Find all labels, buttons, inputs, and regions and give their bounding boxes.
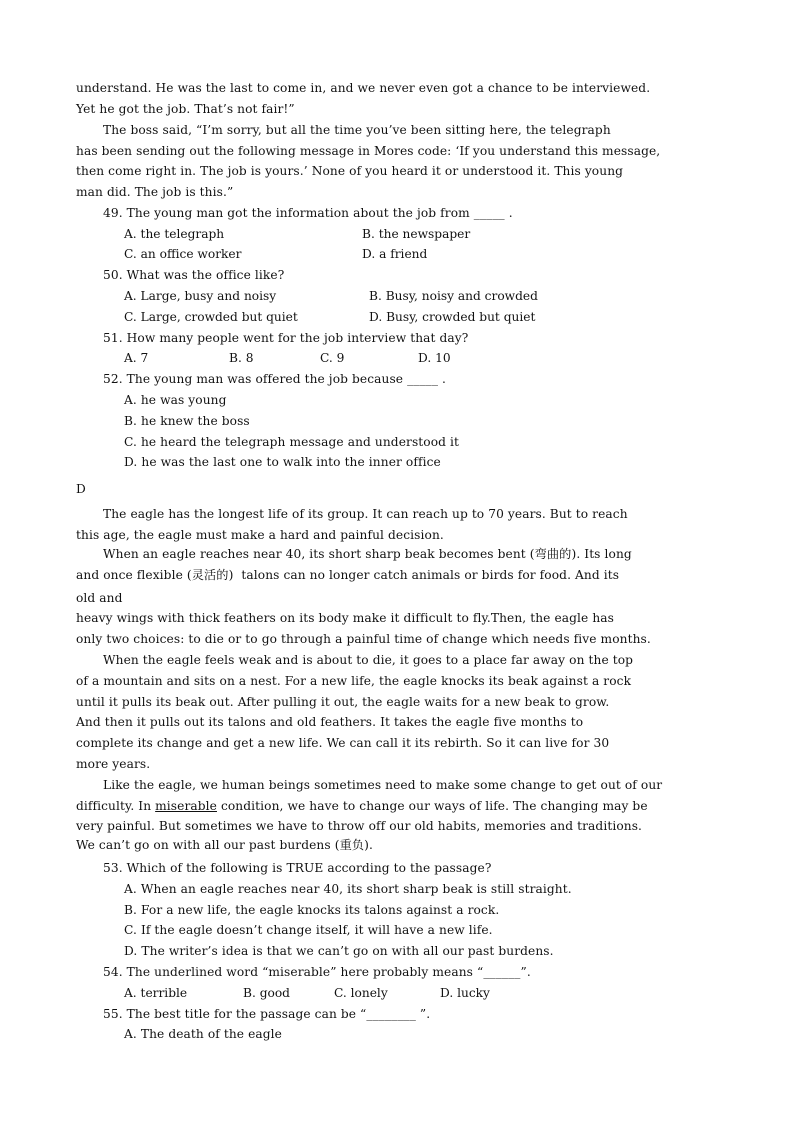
passage-d-line: When the eagle feels weak and is about to die, it goes to a place far away on the top [103, 653, 634, 667]
passage-c-line: has been sending out the following message in Mores code: ‘If you understand this message, [76, 144, 661, 158]
question-50-option-b: B. Busy, noisy and crowded [369, 289, 538, 303]
passage-d-line: until it pulls its beak out. After pulling it out, the eagle waits for a new beak to grow. [76, 695, 610, 709]
passage-d-line: more years. [76, 757, 151, 771]
question-55-option-a: A. The death of the eagle [124, 1027, 282, 1041]
question-53-option-b: B. For a new life, the eagle knocks its talons against a rock. [124, 903, 500, 917]
question-54-option-a: A. terrible [124, 986, 188, 1000]
passage-d-line-with-underline [76, 798, 648, 814]
question-53-option-a: A. When an eagle reaches near 40, its short sharp beak is still straight. [124, 882, 572, 896]
question-53-option-d: D. The writer’s idea is that we can’t go on with all our past burdens. [124, 944, 554, 958]
passage-c-line: then come right in. The job is yours.’ None of you heard it or understood it. This young [76, 164, 624, 178]
question-51-option-d: D. 10 [418, 351, 451, 365]
question-54-option-b: B. good [243, 986, 290, 1000]
passage-d-line: and once flexible (灵活的) talons can no longer catch animals or birds for food. And its [76, 568, 620, 582]
question-51-option-b: B. 8 [229, 351, 254, 365]
question-50-option-d: D. Busy, crowded but quiet [369, 310, 536, 324]
passage-d-line: old and [76, 591, 123, 605]
question-52-stem: 52. The young man was offered the job because _____ . [103, 372, 447, 386]
question-53-option-c: C. If the eagle doesn’t change itself, it will have a new life. [124, 923, 493, 937]
passage-d-line: Like the eagle, we human beings sometimes need to make some change to get out of our [103, 778, 663, 792]
passage-d-line: complete its change and get a new life. We can call it its rebirth. So it can live for 30 [76, 736, 610, 750]
passage-d-line: of a mountain and sits on a nest. For a new life, the eagle knocks its beak against a rock [76, 674, 632, 688]
question-49-option-a: A. the telegraph [124, 227, 225, 241]
passage-d-line: The eagle has the longest life of its group. It can reach up to 70 years. But to reach [103, 507, 628, 521]
question-52-option-b: B. he knew the boss [124, 414, 250, 428]
passage-d-line: very painful. But sometimes we have to throw off our old habits, memories and traditions. [76, 819, 643, 833]
passage-c-line: The boss said, “I’m sorry, but all the time you’ve been sitting here, the telegraph [103, 123, 611, 137]
question-49-stem: 49. The young man got the information about the job from _____ . [103, 206, 513, 220]
passage-d-line: heavy wings with thick feathers on its body make it difficult to fly.Then, the eagle has [76, 611, 614, 625]
passage-c-line: understand. He was the last to come in, and we never even got a chance to be interviewed. [76, 81, 651, 95]
passage-d-line: We can’t go on with all our past burdens (重负). [76, 838, 373, 852]
question-51-stem: 51. How many people went for the job interview that day? [103, 331, 469, 345]
question-55-stem: 55. The best title for the passage can be “________ ”. [103, 1007, 431, 1021]
question-50-option-a: A. Large, busy and noisy [124, 289, 277, 303]
passage-c-line: man did. The job is this.” [76, 185, 234, 199]
question-52-option-c: C. he heard the telegraph message and understood it [124, 435, 460, 449]
question-51-option-a: A. 7 [124, 351, 149, 365]
question-49-option-d: D. a friend [362, 247, 428, 261]
question-49-option-b: B. the newspaper [362, 227, 471, 241]
question-51-option-c: C. 9 [320, 351, 345, 365]
passage-d-line: And then it pulls out its talons and old feathers. It takes the eagle five months to [76, 715, 584, 729]
passage-c-line: Yet he got the job. That’s not fair!” [76, 102, 295, 116]
question-54-stem: 54. The underlined word “miserable” here probably means “______”. [103, 965, 531, 979]
question-50-stem: 50. What was the office like? [103, 268, 285, 282]
question-52-option-d: D. he was the last one to walk into the inner office [124, 455, 441, 469]
passage-d-line: When an eagle reaches near 40, its short sharp beak becomes bent (弯曲的). Its long [103, 547, 632, 561]
underlined-word: miserable [155, 799, 217, 813]
section-label-d: D [76, 482, 86, 496]
line-text: difficulty. In [76, 799, 156, 813]
question-54-option-c: C. lonely [334, 986, 388, 1000]
passage-d-line: only two choices: to die or to go through a painful time of change which needs five months. [76, 632, 651, 646]
question-54-option-d: D. lucky [440, 986, 490, 1000]
question-52-option-a: A. he was young [124, 393, 227, 407]
question-53-stem: 53. Which of the following is TRUE according to the passage? [103, 861, 492, 875]
question-50-option-c: C. Large, crowded but quiet [124, 310, 298, 324]
question-49-option-c: C. an office worker [124, 247, 242, 261]
line-text: condition, we have to change our ways of life. The changing may be [216, 799, 648, 813]
passage-d-line: this age, the eagle must make a hard and painful decision. [76, 528, 444, 542]
